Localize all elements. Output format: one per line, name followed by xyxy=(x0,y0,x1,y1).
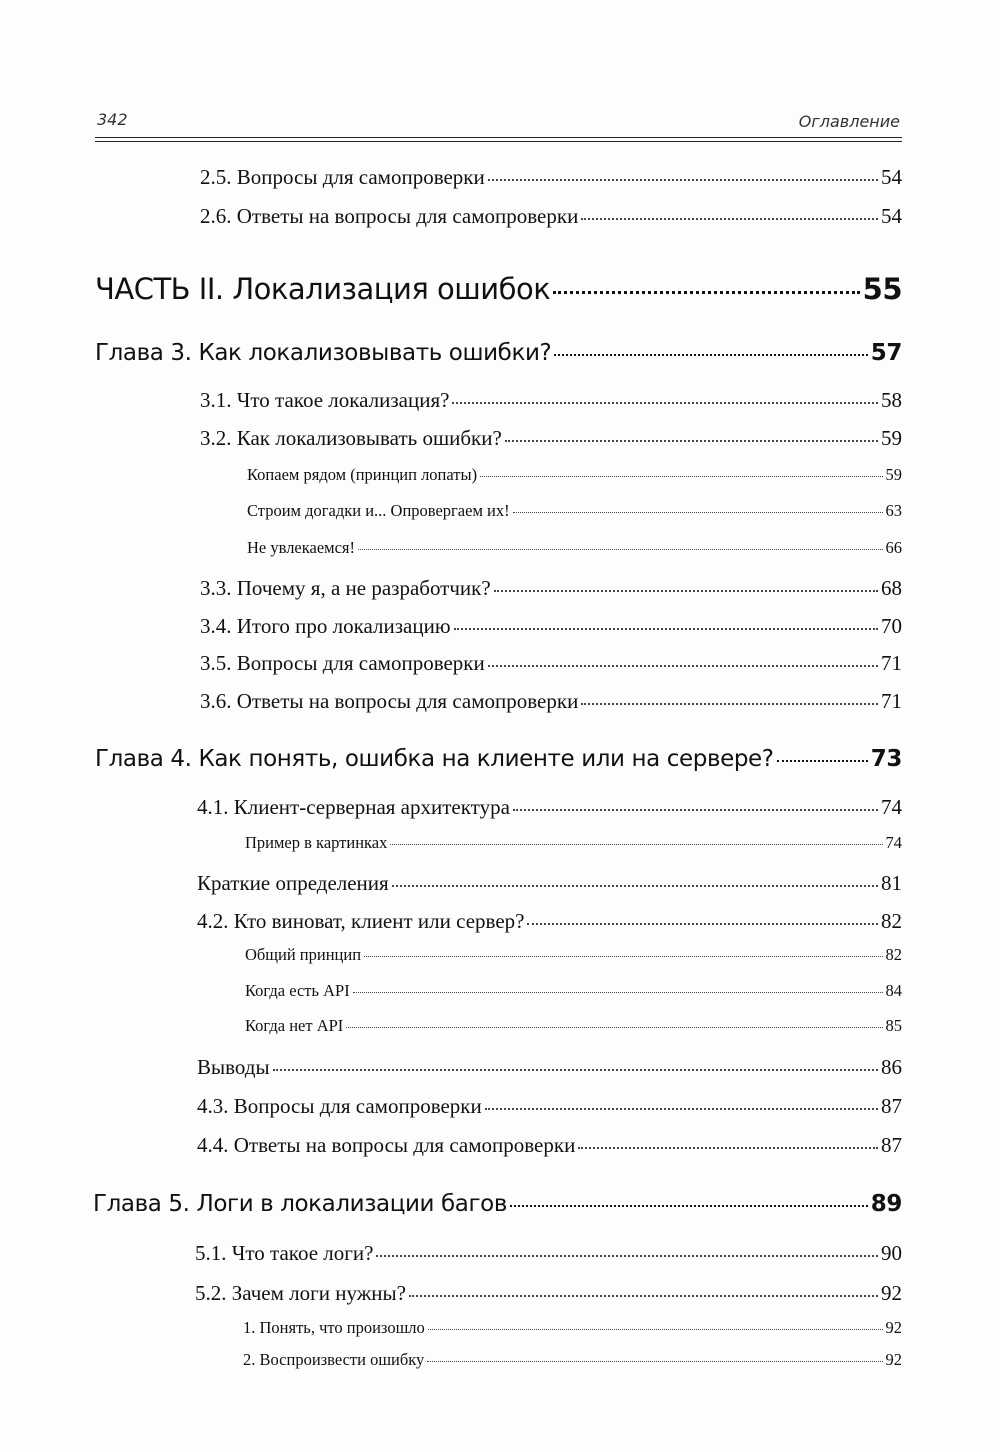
toc-entry-title: 2.6. Ответы на вопросы для самопроверки xyxy=(200,204,579,228)
toc-entry-page: 54 xyxy=(881,165,902,189)
toc-entry-title: Пример в картинках xyxy=(245,833,388,852)
toc-subentry xyxy=(245,945,902,965)
toc-entry xyxy=(200,689,902,714)
toc-entry xyxy=(197,795,902,820)
toc-entry-title: Глава 4. Как понять, ошибка на клиенте или на сервере? xyxy=(95,746,774,772)
toc-entry-title: Строим догадки и... Опровергаем их! xyxy=(247,501,510,520)
toc-subentry xyxy=(243,1318,902,1338)
toc-leader-dots xyxy=(346,1026,882,1028)
toc-entry-title: 3.6. Ответы на вопросы для самопроверки xyxy=(200,689,579,713)
toc-leader-dots xyxy=(513,511,883,513)
toc-entry-page: 74 xyxy=(881,795,902,819)
page-number: 342 xyxy=(97,110,128,129)
toc-entry-page: 74 xyxy=(885,833,902,852)
toc-entry-page: 87 xyxy=(881,1094,902,1118)
toc-leader-dots xyxy=(527,922,878,925)
toc-leader-dots xyxy=(488,178,878,181)
toc-entry-title: 5.2. Зачем логи нужны? xyxy=(195,1281,406,1305)
toc-subentry xyxy=(245,833,902,853)
toc-subentry xyxy=(245,981,902,1001)
toc-entry-page: 71 xyxy=(881,651,902,675)
toc-entry xyxy=(197,871,902,896)
toc-subentry xyxy=(243,1350,902,1370)
toc-entry-title: Выводы xyxy=(197,1055,270,1079)
running-title: Оглавление xyxy=(798,112,900,131)
toc-chapter-heading xyxy=(93,1191,902,1217)
toc-entry-page: 59 xyxy=(881,426,902,450)
toc-leader-dots xyxy=(454,627,878,630)
toc-leader-dots xyxy=(353,991,883,993)
toc-entry-title: 5.1. Что такое логи? xyxy=(195,1241,374,1265)
toc-leader-dots xyxy=(494,589,878,592)
toc-entry-page: 57 xyxy=(870,340,902,366)
toc-entry-page: 54 xyxy=(881,204,902,228)
toc-chapter-heading xyxy=(95,340,902,366)
toc-entry-title: Глава 3. Как локализовывать ошибки? xyxy=(95,340,552,366)
toc-leader-dots xyxy=(273,1068,878,1071)
toc-entry xyxy=(197,1094,902,1119)
toc-entry xyxy=(200,614,902,639)
toc-leader-dots xyxy=(488,664,878,667)
toc-entry-page: 58 xyxy=(881,388,902,412)
toc-entry xyxy=(200,165,902,190)
toc-entry-page: 86 xyxy=(881,1055,902,1079)
toc-leader-dots xyxy=(480,475,882,477)
toc-subentry xyxy=(247,465,902,485)
toc-leader-dots xyxy=(427,1360,882,1362)
toc-entry-title: Общий принцип xyxy=(245,945,362,964)
toc-entry-title: ЧАСТЬ II. Локализация ошибок xyxy=(95,272,551,306)
toc-entry-title: Не увлекаемся! xyxy=(247,538,356,557)
toc-entry-page: 92 xyxy=(881,1281,902,1305)
toc-entry-page: 70 xyxy=(881,614,902,638)
toc-leader-dots xyxy=(376,1254,878,1257)
toc-entry-title: 4.4. Ответы на вопросы для самопроверки xyxy=(197,1133,576,1157)
toc-entry-title: Глава 5. Логи в локализации багов xyxy=(93,1191,507,1217)
toc-leader-dots xyxy=(581,702,878,705)
toc-entry xyxy=(195,1281,902,1306)
toc-entry-page: 73 xyxy=(870,746,902,772)
toc-entry-title: 3.4. Итого про локализацию xyxy=(200,614,451,638)
toc-chapter-heading xyxy=(95,746,902,772)
toc-subentry xyxy=(247,501,902,521)
toc-leader-dots xyxy=(510,1204,868,1207)
toc-leader-dots xyxy=(777,759,868,762)
toc-subentry xyxy=(245,1016,902,1036)
toc-entry-title: Когда нет API xyxy=(245,1016,344,1035)
toc-entry-page: 85 xyxy=(885,1016,902,1035)
toc-entry-title: 3.1. Что такое локализация? xyxy=(200,388,450,412)
toc-entry-title: 3.5. Вопросы для самопроверки xyxy=(200,651,485,675)
toc-leader-dots xyxy=(358,548,882,550)
toc-entry-page: 82 xyxy=(881,909,902,933)
toc-entry-title: 4.2. Кто виноват, клиент или сервер? xyxy=(197,909,525,933)
toc-entry-page: 66 xyxy=(885,538,902,557)
toc-entry-title: 2. Воспроизвести ошибку xyxy=(243,1350,425,1369)
toc-entry-page: 87 xyxy=(881,1133,902,1157)
toc-entry xyxy=(200,204,902,229)
toc-entry-page: 63 xyxy=(885,501,902,520)
toc-entry-page: 89 xyxy=(870,1191,902,1217)
toc-entry-page: 81 xyxy=(881,871,902,895)
toc-leader-dots xyxy=(513,808,878,811)
toc-entry-page: 68 xyxy=(881,576,902,600)
toc-entry-page: 59 xyxy=(885,465,902,484)
toc-leader-dots xyxy=(452,401,878,404)
toc-entry-page: 92 xyxy=(885,1318,902,1337)
toc-entry-title: 2.5. Вопросы для самопроверки xyxy=(200,165,485,189)
toc-entry-page: 92 xyxy=(885,1350,902,1369)
toc-entry-page: 84 xyxy=(885,981,902,1000)
toc-leader-dots xyxy=(554,353,867,356)
toc-entry xyxy=(197,1133,902,1158)
toc-entry-page: 82 xyxy=(885,945,902,964)
toc-entry-title: 3.2. Как локализовывать ошибки? xyxy=(200,426,502,450)
toc-entry-page: 55 xyxy=(862,272,902,306)
toc-leader-dots xyxy=(505,439,878,442)
toc-entry xyxy=(197,909,902,934)
toc-leader-dots xyxy=(553,290,859,294)
toc-entry-page: 90 xyxy=(881,1241,902,1265)
toc-entry-title: 3.3. Почему я, а не разработчик? xyxy=(200,576,491,600)
toc-entry-title: Копаем рядом (принцип лопаты) xyxy=(247,465,478,484)
toc-entry xyxy=(197,1055,902,1080)
toc-entry-title: 4.1. Клиент-серверная архитектура xyxy=(197,795,510,819)
toc-entry xyxy=(200,576,902,601)
toc-leader-dots xyxy=(409,1294,878,1297)
toc-leader-dots xyxy=(485,1107,878,1110)
toc-leader-dots xyxy=(364,955,882,957)
toc-subentry xyxy=(247,538,902,558)
toc-entry xyxy=(200,426,902,451)
toc-part-heading xyxy=(95,272,902,306)
toc-entry-title: 4.3. Вопросы для самопроверки xyxy=(197,1094,482,1118)
toc-entry-title: Краткие определения xyxy=(197,871,389,895)
toc-leader-dots xyxy=(578,1146,878,1149)
toc-entry-page: 71 xyxy=(881,689,902,713)
toc-entry xyxy=(200,388,902,413)
toc-leader-dots xyxy=(390,843,882,845)
toc-leader-dots xyxy=(392,884,878,887)
toc-entry xyxy=(195,1241,902,1266)
toc-leader-dots xyxy=(428,1328,883,1330)
toc-leader-dots xyxy=(581,217,878,220)
toc-entry-title: Когда есть API xyxy=(245,981,350,1000)
toc-entry xyxy=(200,651,902,676)
toc-entry-title: 1. Понять, что произошло xyxy=(243,1318,425,1337)
